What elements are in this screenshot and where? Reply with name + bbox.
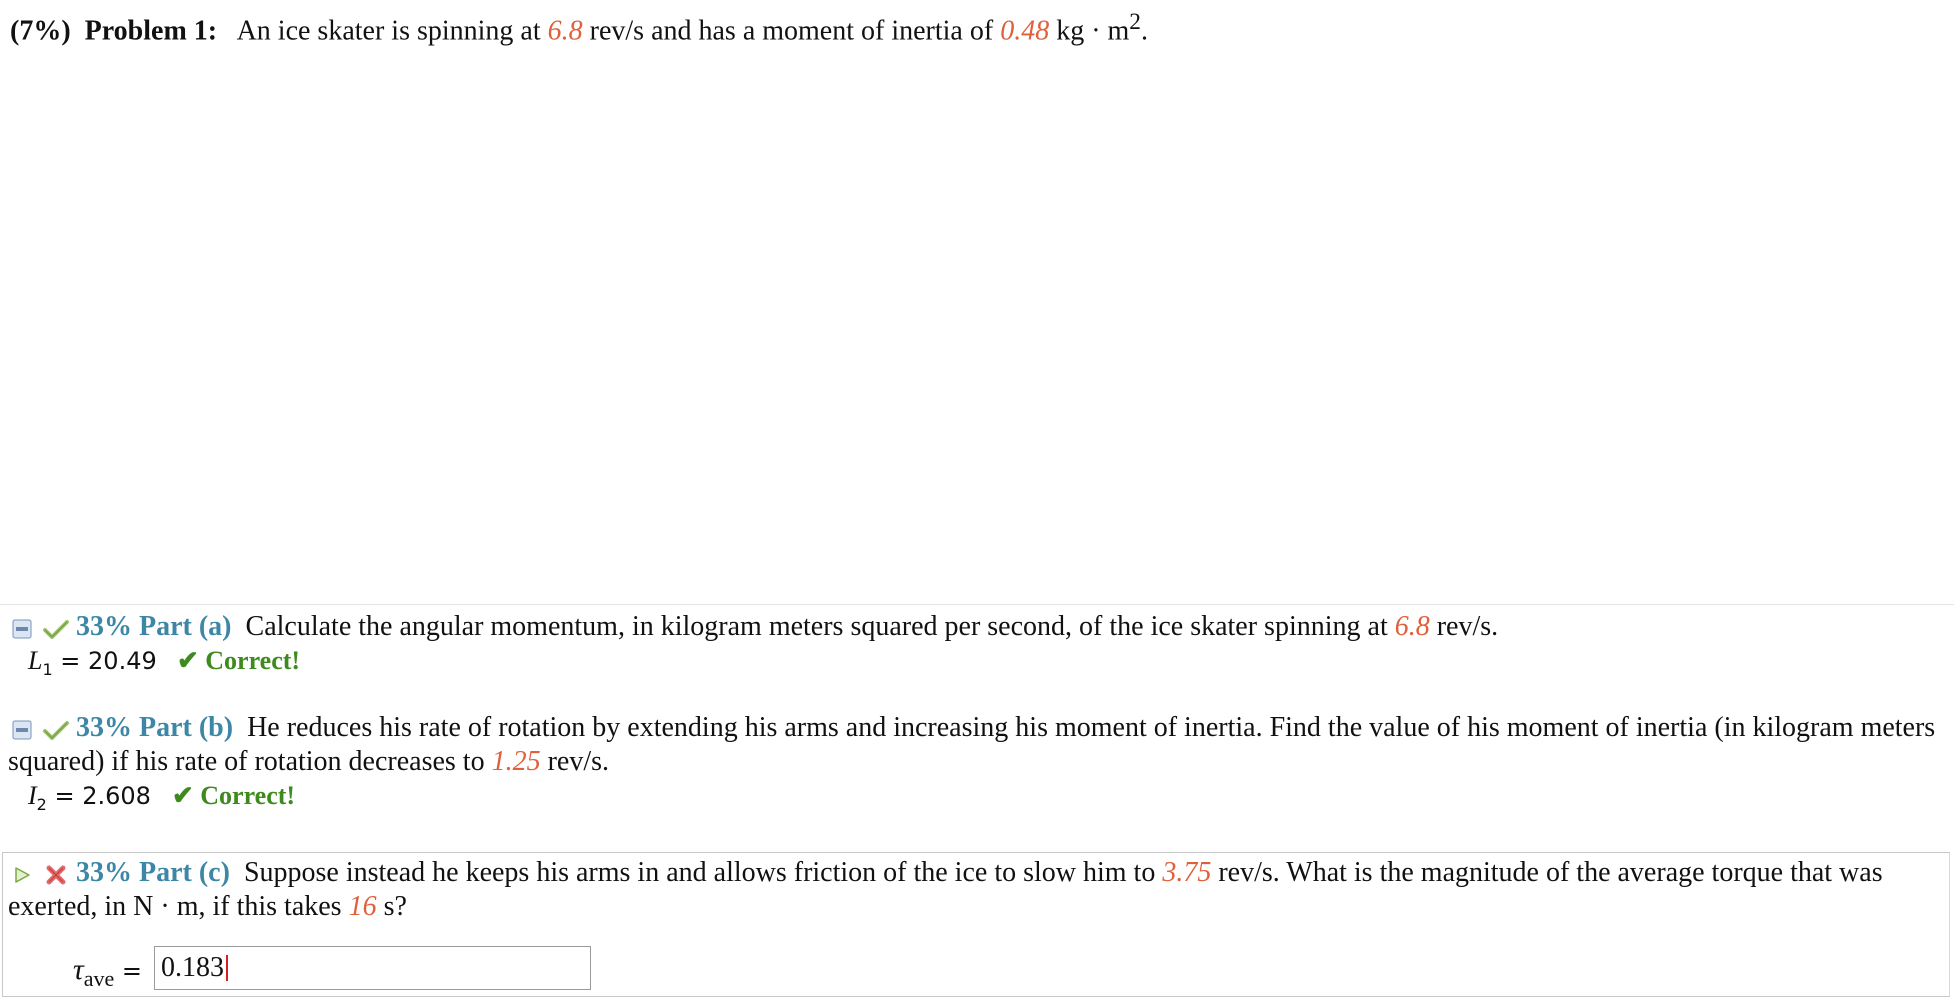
problem-statement (10, 0, 1148, 53)
collapse-icon[interactable] (12, 619, 32, 639)
part-c-question (0, 856, 1954, 924)
torque-equals: = (114, 957, 143, 985)
text-cursor (226, 955, 228, 981)
torque-label (73, 953, 142, 992)
problem-text-b: rev/s and has a moment of inertia of (589, 15, 994, 47)
part-a-value: 6.8 (1394, 611, 1430, 642)
section-divider (0, 604, 1954, 605)
part-b-text: He reduces his rate of rotation by extending his arms and increasing his moment of inertia. Find the value of his moment of inertia (in kilogram meters squared) if his rate of rotation decreases to (8, 712, 1936, 777)
checkmark-icon (43, 619, 69, 639)
incorrect-x-icon (43, 865, 69, 885)
answer-subscript: 2 (36, 794, 47, 814)
answer-symbol: I (28, 781, 37, 810)
part-b-answer (0, 779, 1954, 813)
part-c-text-end: s? (383, 891, 407, 922)
problem-rate-value: 6.8 (547, 15, 583, 47)
part-a-text: Calculate the angular momentum, in kilogram meters squared per second, of the ice skater spinning at (245, 611, 1388, 642)
problem-unit-exponent: 2 (1129, 9, 1141, 35)
part-a-answer-value (28, 644, 157, 687)
answer-symbol: L (28, 646, 43, 675)
part-c-value: 3.75 (1162, 857, 1212, 888)
part-b-question (0, 711, 1954, 779)
part-c-text: Suppose instead he keeps his arms in and allows friction of the ice to slow him to (243, 857, 1156, 888)
part-a (0, 610, 1954, 678)
answer-equation: = 20.49 (52, 647, 157, 675)
collapse-icon[interactable] (12, 720, 32, 740)
checkmark-icon (43, 720, 69, 740)
part-a-answer (0, 644, 1954, 678)
part-c-text-mid: rev/s. What is the magnitude of the average torque that was exerted, in N · m, if this takes (8, 857, 1883, 922)
torque-answer-input[interactable] (154, 946, 591, 990)
problem-text-a: An ice skater is spinning at (236, 15, 541, 47)
problem-weight: (7%) (10, 15, 71, 47)
part-a-label: 33% Part (a) (76, 611, 232, 642)
part-a-text-end: rev/s. (1436, 611, 1499, 642)
part-a-correct-status: ✔ Correct! (177, 646, 301, 675)
expand-arrow-icon[interactable] (12, 865, 32, 885)
problem-unit: kg · m (1056, 15, 1130, 47)
part-a-question (0, 610, 1954, 644)
part-c (0, 856, 1954, 924)
part-b-text-end: rev/s. (547, 746, 610, 777)
torque-symbol: τ (73, 953, 84, 986)
part-b-answer-value (28, 779, 151, 822)
part-c-label: 33% Part (c) (76, 857, 230, 888)
part-b-correct-status: ✔ Correct! (172, 781, 296, 810)
part-b (0, 711, 1954, 813)
problem-inertia-value: 0.48 (1000, 15, 1050, 47)
torque-subscript: ave (83, 966, 115, 991)
problem-title: Problem 1: (84, 15, 218, 47)
part-b-label: 33% Part (b) (76, 712, 234, 743)
part-c-time-value: 16 (348, 891, 377, 922)
part-b-value: 1.25 (491, 746, 541, 777)
answer-equation: = 2.608 (46, 782, 151, 810)
answer-subscript: 1 (42, 659, 53, 679)
problem-unit-end: . (1140, 15, 1148, 47)
